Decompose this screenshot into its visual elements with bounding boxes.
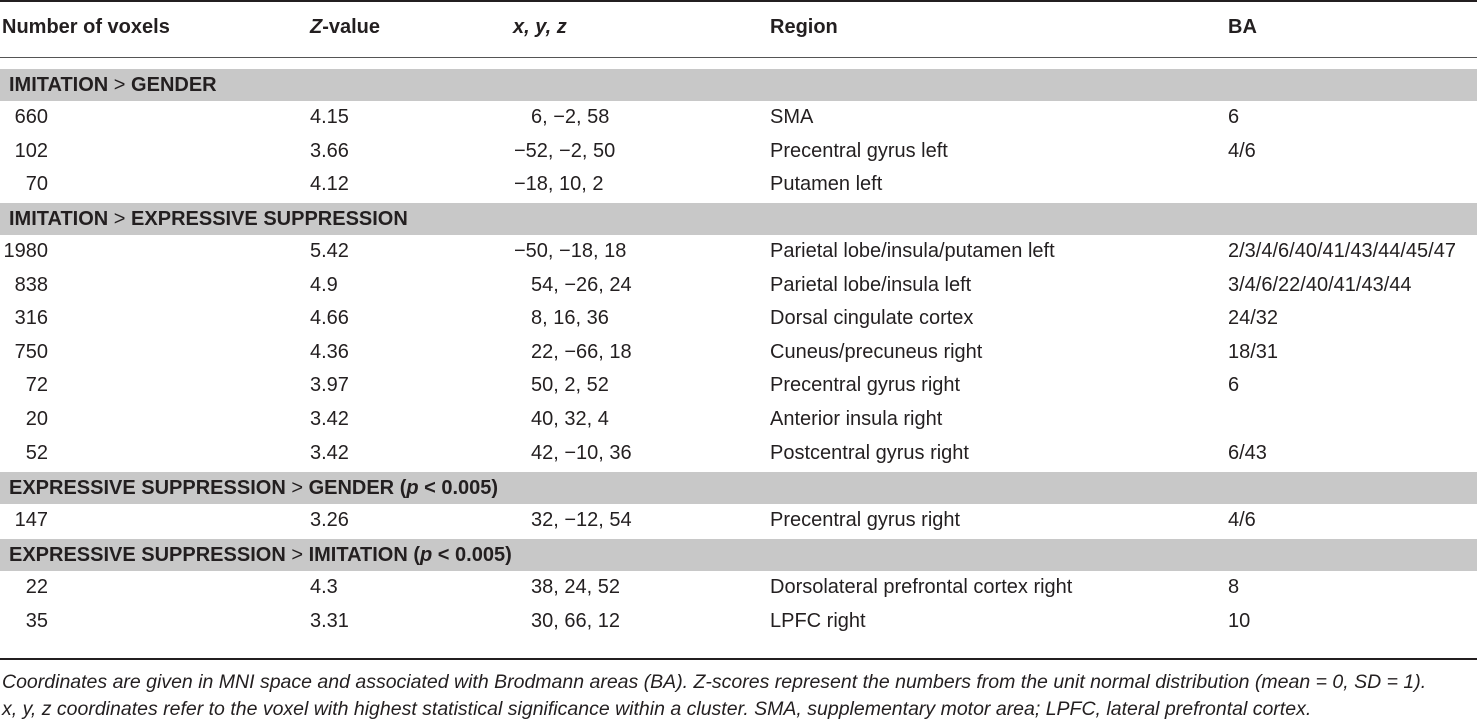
region-cell: SMA [770,106,814,128]
ba-cell: 24/32 [1228,307,1279,330]
ba-cell: 4/6 [1228,139,1256,162]
region-cell: Parietal lobe/insula/putamen left [770,240,1055,262]
region-cell: Precentral gyrus right [770,509,961,531]
ba-cell: 8 [1228,576,1240,598]
voxels-cell: 750 [14,340,48,363]
section-title-left: EXPRESSIVE SUPPRESSION [9,477,286,499]
region-cell: Dorsal cingulate cortex [770,307,974,330]
voxels-cell: 20 [25,408,48,430]
z-value-cell: 3.42 [310,408,349,430]
section-header-1 [0,69,1477,101]
voxels-cell: 72 [25,374,48,397]
section-title-operator: > [108,74,132,96]
voxels-cell: 52 [25,441,48,464]
coordinates-cell: 22, −66, 18 [531,340,632,363]
z-value-cell: 3.31 [310,609,349,632]
section-title-right: GENDER [308,477,395,499]
ba-cell: 6/43 [1228,441,1267,464]
section-title-right: EXPRESSIVE SUPPRESSION [131,208,408,230]
ba-cell: 6 [1228,106,1240,128]
z-value-cell: 4.36 [310,340,349,363]
coordinates-cell: 6, −2, 58 [531,106,610,128]
table-bottom-rule [0,658,1477,660]
table-top-rule [0,0,1477,2]
coordinates-cell: 30, 66, 12 [531,609,620,632]
ba-cell: 6 [1228,374,1240,397]
section-title-note-open: ( [407,544,421,566]
voxels-cell: 1980 [3,240,48,262]
header-xyz: x, y, z [513,16,567,38]
header-z-suffix: -value [322,16,381,38]
section-title [9,543,512,567]
z-value-cell: 4.15 [310,106,349,128]
ba-cell: 10 [1228,609,1251,632]
z-value-cell: 5.42 [310,240,349,262]
section-header-2 [0,203,1477,235]
z-value-cell: 4.12 [310,173,349,196]
z-value-cell: 4.66 [310,307,349,330]
coordinates-cell: 54, −26, 24 [531,273,632,296]
region-cell: Precentral gyrus right [770,374,961,397]
section-title-note-open: ( [394,477,407,499]
section-title [9,73,217,97]
section-title-right: IMITATION [308,544,408,566]
region-cell: Postcentral gyrus right [770,441,969,464]
section-title-note-rest: < 0.005) [418,477,499,499]
section-title-operator: > [285,544,309,566]
ba-cell: 2/3/4/6/40/41/43/44/45/47 [1228,240,1456,262]
section-title-note-p: p [420,544,433,566]
region-cell: Putamen left [770,173,883,196]
section-title-note-p: p [406,477,419,499]
region-cell: Anterior insula right [770,408,943,430]
z-value-cell: 3.97 [310,374,349,397]
z-value-cell: 3.26 [310,509,349,531]
header-ba: BA [1228,16,1257,38]
coordinates-cell: −50, −18, 18 [514,240,627,262]
voxels-cell: 316 [14,307,48,330]
voxels-cell: 35 [25,609,48,632]
ba-cell: 3/4/6/22/40/41/43/44 [1228,273,1412,296]
section-title-left: IMITATION [9,74,109,96]
section-title [9,207,408,231]
z-value-cell: 3.66 [310,139,349,162]
coordinates-cell: −52, −2, 50 [514,139,616,162]
region-cell: Parietal lobe/insula left [770,273,972,296]
voxels-cell: 22 [25,576,48,598]
coordinates-cell: 50, 2, 52 [531,374,609,397]
coordinates-cell: −18, 10, 2 [514,173,604,196]
section-header-4 [0,539,1477,571]
header-region: Region [770,16,838,38]
section-title-left: IMITATION [9,208,109,230]
ba-cell: 18/31 [1228,340,1279,363]
section-title [9,476,498,500]
section-title-operator: > [285,477,309,499]
region-cell: Cuneus/precuneus right [770,340,983,363]
header-z-letter: Z [310,16,323,38]
section-title-right: GENDER [131,74,217,96]
voxels-cell: 660 [14,106,48,128]
footnote-line-1: Coordinates are given in MNI space and associated with Brodmann areas (BA). Z-scores represent the numbers from the unit normal distribution (mean = 0, SD = 1). [2,671,1427,693]
voxels-cell: 70 [25,173,48,196]
region-cell: Precentral gyrus left [770,139,948,162]
voxels-cell: 147 [14,509,48,531]
voxels-cell: 838 [14,273,48,296]
coordinates-cell: 42, −10, 36 [531,441,632,464]
coordinates-cell: 32, −12, 54 [531,509,632,531]
z-value-cell: 4.9 [310,273,338,296]
section-title-left: EXPRESSIVE SUPPRESSION [9,544,286,566]
header-z-value [310,15,380,39]
section-title-operator: > [108,208,132,230]
section-title-note-rest: < 0.005) [432,544,512,566]
coordinates-cell: 8, 16, 36 [531,307,609,330]
z-value-cell: 3.42 [310,441,349,464]
z-value-cell: 4.3 [310,576,338,598]
coordinates-cell: 40, 32, 4 [531,408,609,430]
region-cell: Dorsolateral prefrontal cortex right [770,576,1073,598]
coordinates-cell: 38, 24, 52 [531,576,620,598]
footnote-line-2: x, y, z coordinates refer to the voxel with highest statistical significance within a cluster. SMA, supplementary motor area; LPFC, lateral prefrontal cortex. [2,698,1312,720]
voxels-cell: 102 [14,139,48,162]
header-rule [0,57,1477,58]
section-header-3 [0,472,1477,504]
ba-cell: 4/6 [1228,509,1256,531]
region-cell: LPFC right [770,609,866,632]
header-voxels: Number of voxels [2,16,170,38]
